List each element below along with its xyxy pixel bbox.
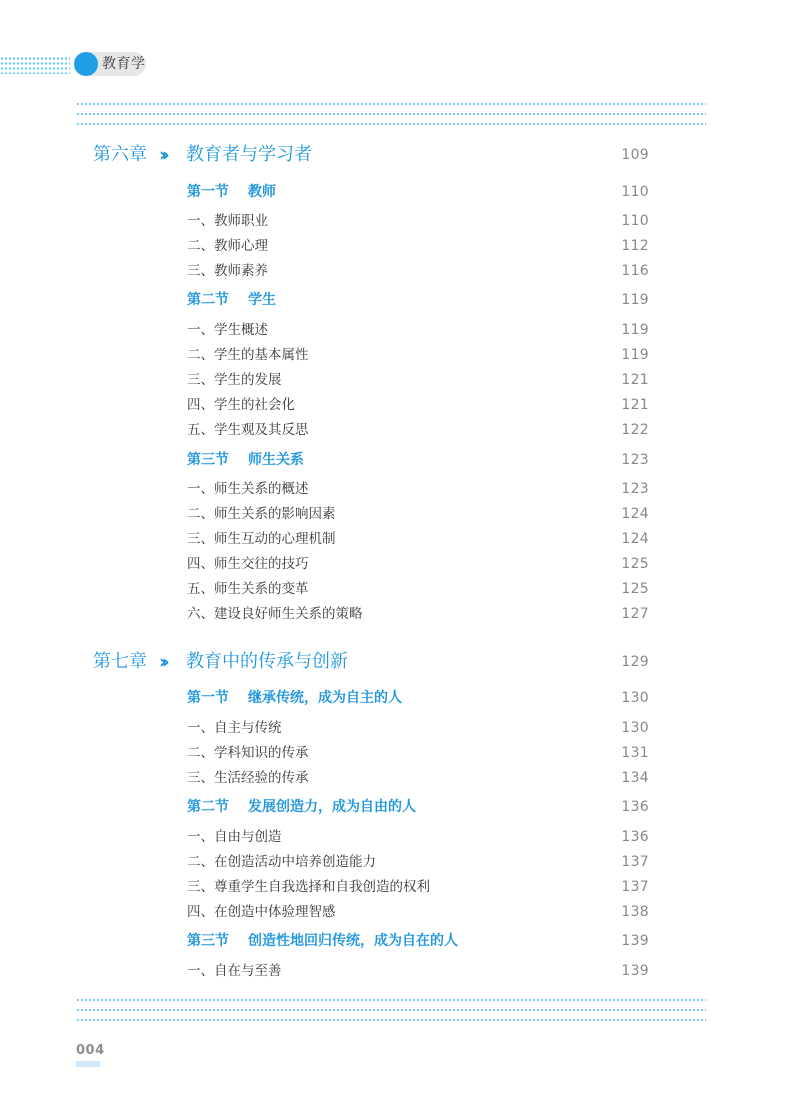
top-divider-1 bbox=[76, 103, 706, 105]
page-number: 127 bbox=[621, 606, 649, 622]
item-title: 一、教师职业 bbox=[187, 213, 268, 229]
section-label: 第二节 bbox=[187, 292, 229, 308]
toc-item[interactable] bbox=[0, 343, 800, 367]
page-number: 112 bbox=[621, 238, 649, 254]
item-title: 一、师生关系的概述 bbox=[187, 481, 309, 497]
page-number: 110 bbox=[621, 213, 649, 229]
section-title: 发展创造力，成为自由的人 bbox=[248, 799, 416, 815]
section-title: 继承传统，成为自主的人 bbox=[248, 690, 402, 706]
toc-item[interactable] bbox=[0, 393, 800, 417]
page-number: 136 bbox=[621, 799, 649, 815]
item-title: 三、尊重学生自我选择和自我创造的权利 bbox=[187, 879, 430, 895]
toc-section[interactable] bbox=[0, 180, 800, 204]
toc-item[interactable] bbox=[0, 875, 800, 899]
double-chevron-icon: ›› bbox=[159, 144, 165, 166]
page-number: 129 bbox=[621, 654, 649, 670]
toc-chapter[interactable] bbox=[0, 143, 800, 167]
item-title: 六、建设良好师生关系的策略 bbox=[187, 606, 363, 622]
page-number: 137 bbox=[621, 879, 649, 895]
toc-section[interactable] bbox=[0, 929, 800, 953]
page-number: 130 bbox=[621, 720, 649, 736]
header-dot-pattern bbox=[0, 56, 70, 74]
section-label: 第二节 bbox=[187, 799, 229, 815]
toc-item[interactable] bbox=[0, 850, 800, 874]
double-chevron-icon: ›› bbox=[159, 651, 165, 673]
toc-item[interactable] bbox=[0, 477, 800, 501]
section-title: 教师 bbox=[248, 184, 276, 200]
page-number: 121 bbox=[621, 397, 649, 413]
chapter-title: 教育者与学习者 bbox=[186, 144, 312, 165]
page-number: 124 bbox=[621, 506, 649, 522]
item-title: 三、教师素养 bbox=[187, 263, 268, 279]
toc-item[interactable] bbox=[0, 418, 800, 442]
toc-item[interactable] bbox=[0, 318, 800, 342]
page-number: 119 bbox=[621, 292, 649, 308]
chapter-label: 第七章 bbox=[93, 651, 147, 672]
header-circle-icon bbox=[74, 52, 98, 76]
item-title: 一、自由与创造 bbox=[187, 829, 282, 845]
item-title: 三、师生互动的心理机制 bbox=[187, 531, 336, 547]
item-title: 一、学生概述 bbox=[187, 322, 268, 338]
page-number: 130 bbox=[621, 690, 649, 706]
page-number: 119 bbox=[621, 322, 649, 338]
toc-chapter[interactable] bbox=[0, 650, 800, 674]
item-title: 一、自主与传统 bbox=[187, 720, 282, 736]
bottom-divider-2 bbox=[76, 1009, 706, 1011]
item-title: 三、学生的发展 bbox=[187, 372, 282, 388]
page-number: 139 bbox=[621, 963, 649, 979]
page-number: 122 bbox=[621, 422, 649, 438]
item-title: 二、学生的基本属性 bbox=[187, 347, 309, 363]
section-title: 创造性地回归传统，成为自在的人 bbox=[248, 933, 458, 949]
toc-item[interactable] bbox=[0, 259, 800, 283]
item-title: 五、师生关系的变革 bbox=[187, 581, 309, 597]
section-label: 第一节 bbox=[187, 690, 229, 706]
toc-item[interactable] bbox=[0, 209, 800, 233]
folio-accent-bar bbox=[76, 1061, 100, 1067]
item-title: 四、学生的社会化 bbox=[187, 397, 295, 413]
section-label: 第一节 bbox=[187, 184, 229, 200]
item-title: 二、学科知识的传承 bbox=[187, 745, 309, 761]
toc-section[interactable] bbox=[0, 448, 800, 472]
page-number: 119 bbox=[621, 347, 649, 363]
toc-item[interactable] bbox=[0, 959, 800, 983]
page-number: 110 bbox=[621, 184, 649, 200]
book-title: 教育学 bbox=[102, 56, 146, 72]
page-number: 139 bbox=[621, 933, 649, 949]
toc-item[interactable] bbox=[0, 825, 800, 849]
toc-item[interactable] bbox=[0, 368, 800, 392]
page-number: 116 bbox=[621, 263, 649, 279]
page-number: 123 bbox=[621, 481, 649, 497]
item-title: 四、在创造中体验理智感 bbox=[187, 904, 336, 920]
item-title: 二、在创造活动中培养创造能力 bbox=[187, 854, 376, 870]
toc-item[interactable] bbox=[0, 552, 800, 576]
item-title: 二、师生关系的影响因素 bbox=[187, 506, 336, 522]
page-number: 131 bbox=[621, 745, 649, 761]
toc-section[interactable] bbox=[0, 795, 800, 819]
bottom-divider-1 bbox=[76, 999, 706, 1001]
item-title: 三、生活经验的传承 bbox=[187, 770, 309, 786]
top-divider-3 bbox=[76, 123, 706, 125]
page-number: 125 bbox=[621, 556, 649, 572]
folio-page-number: 004 bbox=[76, 1043, 105, 1058]
toc-item[interactable] bbox=[0, 766, 800, 790]
toc-item[interactable] bbox=[0, 577, 800, 601]
page-number: 136 bbox=[621, 829, 649, 845]
section-title: 学生 bbox=[248, 292, 276, 308]
page-number: 125 bbox=[621, 581, 649, 597]
toc-item[interactable] bbox=[0, 502, 800, 526]
section-label: 第三节 bbox=[187, 452, 229, 468]
toc-section[interactable] bbox=[0, 288, 800, 312]
item-title: 四、师生交往的技巧 bbox=[187, 556, 309, 572]
chapter-title: 教育中的传承与创新 bbox=[186, 651, 348, 672]
section-title: 师生关系 bbox=[248, 452, 304, 468]
page-number: 123 bbox=[621, 452, 649, 468]
page-number: 138 bbox=[621, 904, 649, 920]
item-title: 一、自在与至善 bbox=[187, 963, 282, 979]
page-number: 121 bbox=[621, 372, 649, 388]
item-title: 五、学生观及其反思 bbox=[187, 422, 309, 438]
toc-item[interactable] bbox=[0, 716, 800, 740]
toc-item[interactable] bbox=[0, 900, 800, 924]
page-number: 109 bbox=[621, 147, 649, 163]
section-label: 第三节 bbox=[187, 933, 229, 949]
top-divider-2 bbox=[76, 113, 706, 115]
toc-item[interactable] bbox=[0, 741, 800, 765]
item-title: 二、教师心理 bbox=[187, 238, 268, 254]
toc-item[interactable] bbox=[0, 602, 800, 626]
chapter-label: 第六章 bbox=[93, 144, 147, 165]
bottom-divider-3 bbox=[76, 1019, 706, 1021]
toc-item[interactable] bbox=[0, 234, 800, 258]
page-number: 124 bbox=[621, 531, 649, 547]
toc-section[interactable] bbox=[0, 686, 800, 710]
page-number: 137 bbox=[621, 854, 649, 870]
toc-item[interactable] bbox=[0, 527, 800, 551]
page-number: 134 bbox=[621, 770, 649, 786]
